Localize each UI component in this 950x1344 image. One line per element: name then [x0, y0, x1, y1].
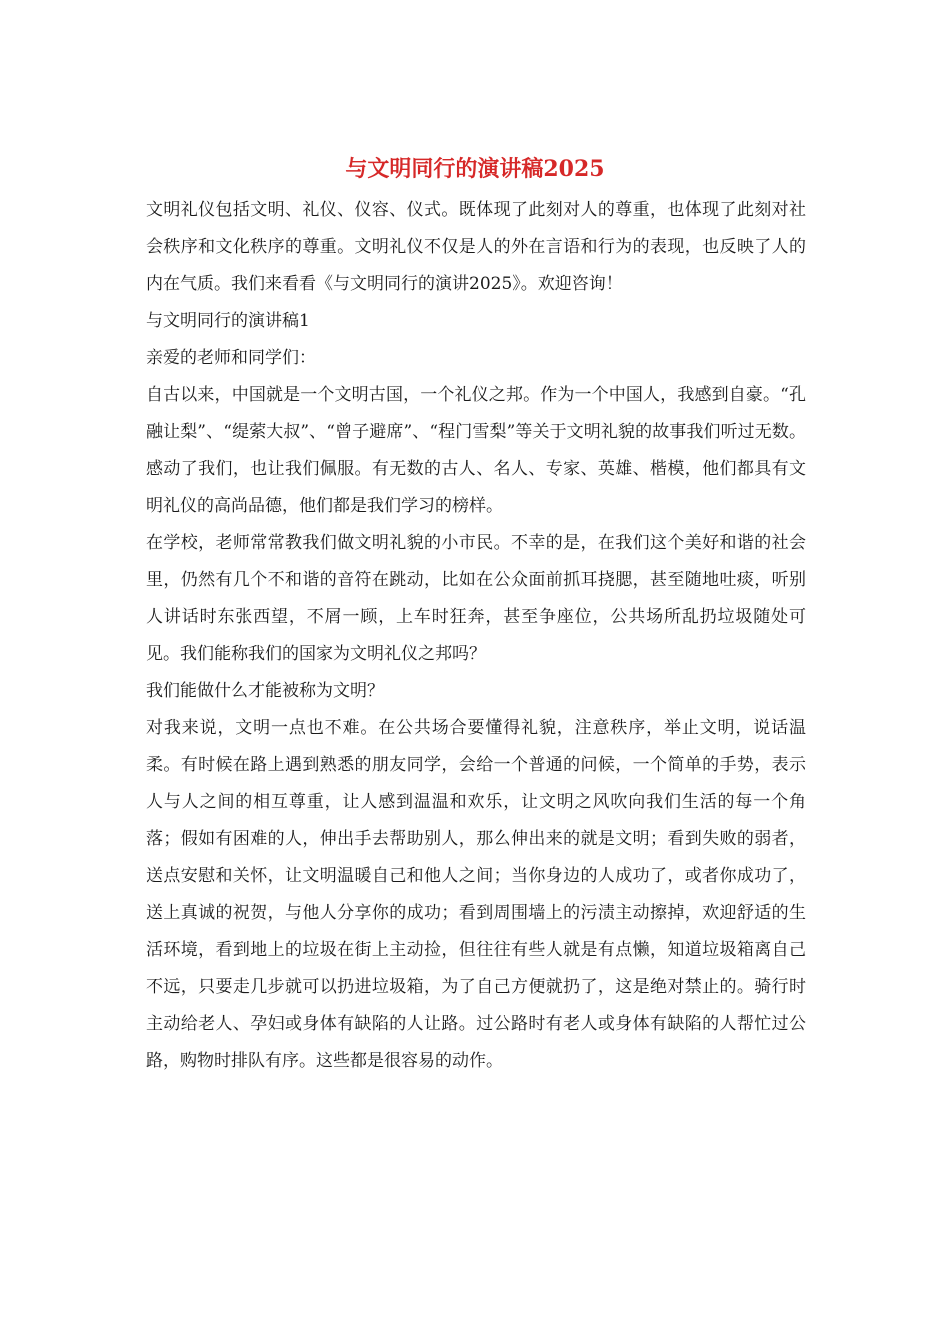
document-title: 与文明同行的演讲稿2025 — [345, 156, 605, 182]
document-body — [146, 192, 806, 1080]
paragraph-speech-heading: 与文明同行的演讲稿1 — [146, 311, 310, 331]
paragraph-question: 我们能做什么才能被称为文明？ — [146, 681, 384, 701]
paragraph-salutation: 亲爱的老师和同学们： — [146, 348, 316, 368]
paragraph-body-1: 自古以来，中国就是一个文明古国，一个礼仪之邦。作为一个中国人，我感到自豪。“孔融让梨”、“缇萦大叔”、“曾子避席”、“程门雪梨”等关于文明礼貌的故事我们听过无数。感动了我们，也让我们佩服。有无数的古人、名人、专家、英雄、楷模，他们都具有文明礼仪的高尚品德，他们都是我们学习的榜样。 — [146, 385, 806, 516]
paragraph-intro: 文明礼仪包括文明、礼仪、仪容、仪式。既体现了此刻对人的尊重，也体现了此刻对社会秩序和文化秩序的尊重。文明礼仪不仅是人的外在言语和行为的表现，也反映了人的内在气质。我们来看看《与文明同行的演讲2025》。欢迎咨询！ — [146, 200, 806, 294]
paragraph-body-2: 在学校，老师常常教我们做文明礼貌的小市民。不幸的是，在我们这个美好和谐的社会里，仍然有几个不和谐的音符在跳动，比如在公众面前抓耳挠腮，甚至随地吐痰，听别人讲话时东张西望，不屑一顾，上车时狂奔，甚至争座位，公共场所乱扔垃圾随处可见。我们能称我们的国家为文明礼仪之邦吗？ — [146, 533, 806, 664]
paragraph-body-3: 对我来说，文明一点也不难。在公共场合要懂得礼貌，注意秩序，举止文明，说话温柔。有时候在路上遇到熟悉的朋友同学，会给一个普通的问候，一个简单的手势，表示人与人之间的相互尊重，让人感到温温和欢乐，让文明之风吹向我们生活的每一个角落；假如有困难的人，伸出手去帮助别人，那么伸出来的就是文明；看到失败的弱者，送点安慰和关怀，让文明温暖自己和他人之间；当你身边的人成功了，或者你成功了，送上真诚的祝贺，与他人分享你的成功；看到周围墙上的污渍主动擦掉，欢迎舒适的生活环境，看到地上的垃圾在街上主动捡，但往往有些人就是有点懒，知道垃圾箱离自己不远，只要走几步就可以扔进垃圾箱，为了自己方便就扔了，这是绝对禁止的。骑行时主动给老人、孕妇或身体有缺陷的人让路。过公路时有老人或身体有缺陷的人帮忙过公路，购物时排队有序。这些都是很容易的动作。 — [146, 718, 806, 1071]
